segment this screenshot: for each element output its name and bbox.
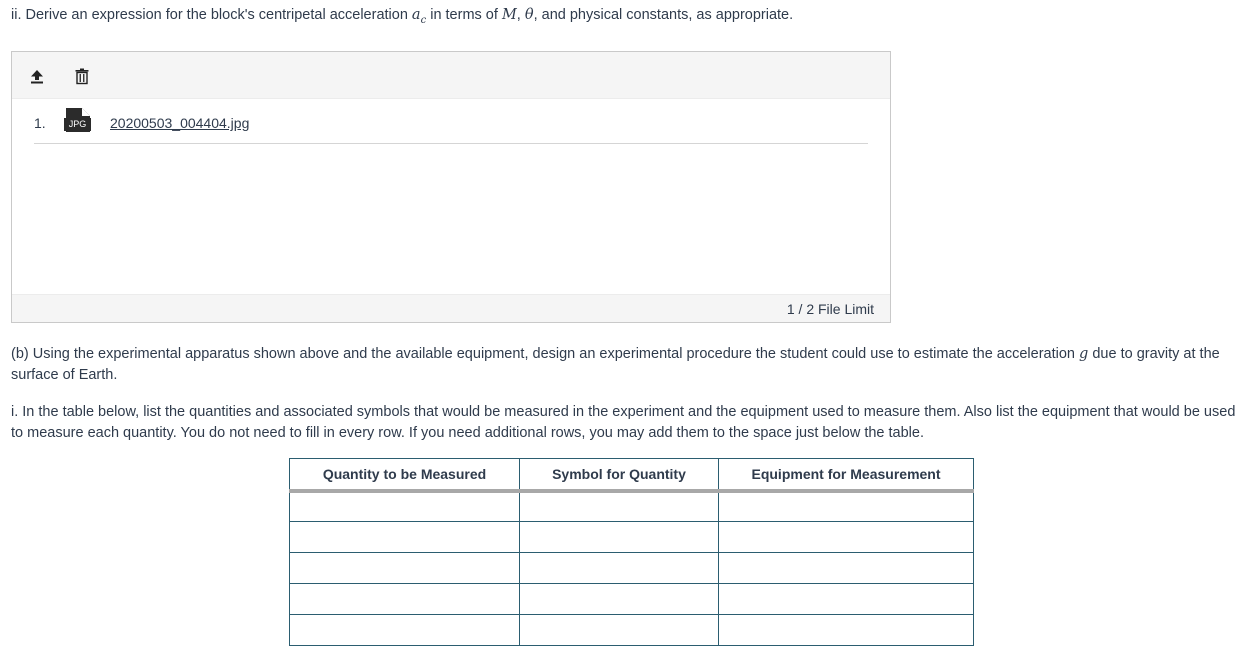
file-upload-panel — [11, 51, 891, 323]
cell-quantity[interactable] — [290, 522, 520, 553]
cell-equipment[interactable] — [719, 584, 974, 615]
file-limit-text: 1 / 2 File Limit — [786, 301, 874, 317]
file-type-label: JPG — [64, 118, 91, 131]
symbol-g: g — [1079, 346, 1089, 362]
cell-symbol[interactable] — [520, 553, 719, 584]
part-b-text-after: due to gravity at the surface of Earth. — [11, 346, 1220, 383]
jpg-file-icon — [64, 107, 92, 133]
cell-quantity[interactable] — [290, 553, 520, 584]
question-ii-comma: , — [516, 7, 525, 23]
cell-quantity[interactable] — [290, 584, 520, 615]
upload-icon[interactable] — [27, 66, 47, 86]
header-equipment: Equipment for Measurement — [719, 459, 974, 491]
cell-quantity[interactable] — [290, 491, 520, 522]
symbol-mass: M — [501, 7, 517, 23]
cell-quantity[interactable] — [290, 615, 520, 646]
table-row — [290, 584, 974, 615]
question-ii-prompt — [11, 6, 793, 30]
cell-equipment[interactable] — [719, 553, 974, 584]
cell-equipment[interactable] — [719, 522, 974, 553]
symbol-centripetal-acceleration — [411, 7, 427, 26]
symbol-a-subscript: c — [420, 14, 427, 26]
file-name-link[interactable]: 20200503_004404.jpg — [110, 115, 250, 131]
header-quantity: Quantity to be Measured — [290, 459, 520, 491]
part-b-prompt — [11, 344, 1239, 386]
question-ii-middle: in terms of — [426, 7, 502, 23]
cell-symbol[interactable] — [520, 522, 719, 553]
table-header-row — [290, 459, 974, 491]
table-row — [290, 522, 974, 553]
cell-equipment[interactable] — [719, 615, 974, 646]
table-row — [290, 553, 974, 584]
part-i-prompt: i. In the table below, list the quantities and associated symbols that would be measured in the experiment and the equipment used to measure them. Also list the equipment that would be used to measure each quantity. You do not need to fill in every row. If you need additional rows, you may add them to the space just below the table. — [11, 404, 1236, 441]
cell-equipment[interactable] — [719, 491, 974, 522]
question-ii-prefix: ii. Derive an expression for the block's centripetal acceleration — [11, 7, 412, 23]
part-b-text-before: (b) Using the experimental apparatus shown above and the available equipment, design an experimental procedure the student could use to estimate the acceleration — [11, 346, 1080, 362]
measurement-table — [289, 458, 974, 646]
upload-footer — [12, 294, 890, 322]
cell-symbol[interactable] — [520, 584, 719, 615]
trash-icon[interactable] — [72, 66, 92, 86]
symbol-theta: θ — [524, 7, 534, 23]
cell-symbol[interactable] — [520, 615, 719, 646]
upload-toolbar — [12, 52, 890, 99]
cell-symbol[interactable] — [520, 491, 719, 522]
header-symbol: Symbol for Quantity — [520, 459, 719, 491]
file-index: 1. — [34, 115, 46, 131]
table-row — [290, 491, 974, 522]
question-ii-suffix: , and physical constants, as appropriate. — [533, 7, 794, 23]
uploaded-file-row — [34, 107, 868, 144]
table-row — [290, 615, 974, 646]
symbol-a: a — [411, 7, 421, 23]
